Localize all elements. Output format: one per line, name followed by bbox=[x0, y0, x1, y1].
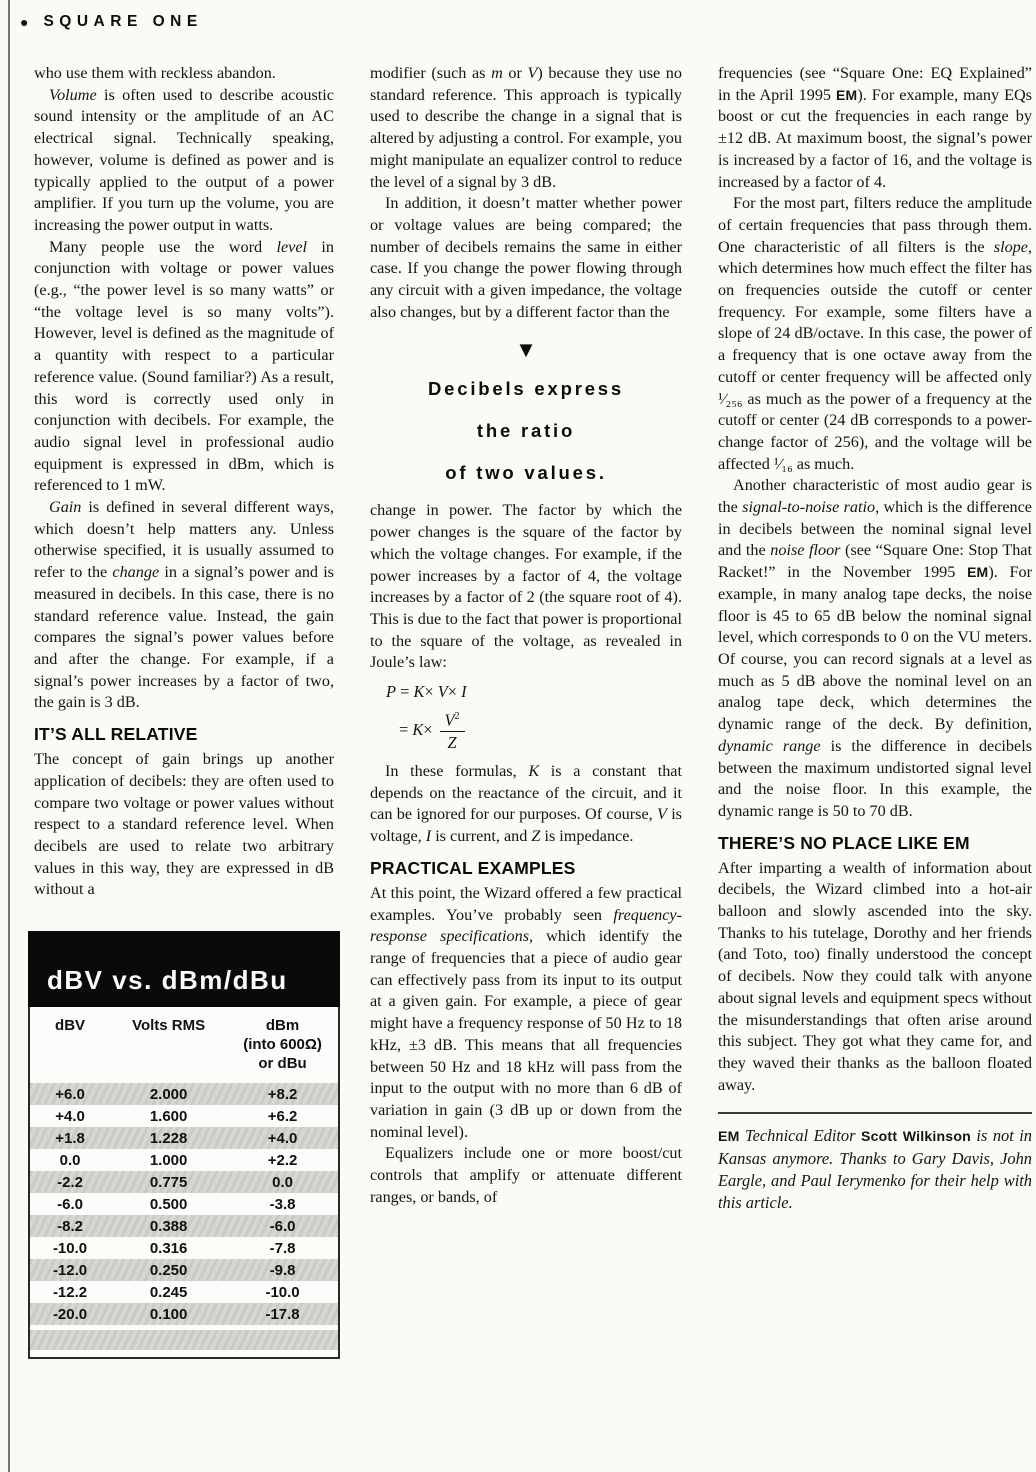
text-segment: In addition, it doesn’t matter whether power or voltage values are being compared; the number of decibels remains the same in either case. If you change the power flowing through any circuit with a given impedance, the voltage also changes, but by a different factor than the bbox=[370, 194, 682, 321]
paragraph bbox=[718, 193, 1032, 475]
table-row bbox=[30, 1259, 338, 1281]
text-segment: Z bbox=[531, 827, 541, 846]
down-triangle-icon: ▼ bbox=[515, 337, 537, 363]
text-segment: is often used to describe acoustic sound intensity or the amplitude of an AC electrical signal. Technically speaking, however, volume is defined as power and is typically applied to the output of a power amplifier. If you turn up the volume, you are increasing the power output in watts. bbox=[34, 85, 334, 234]
text-segment: is voltage, bbox=[370, 805, 682, 846]
text-segment: I bbox=[425, 827, 432, 846]
table-cell: 1.228 bbox=[149, 1129, 188, 1147]
table-cell: -8.2 bbox=[57, 1217, 83, 1235]
column-1 bbox=[34, 63, 334, 1359]
table-cell: -2.2 bbox=[57, 1173, 83, 1191]
column-3 bbox=[718, 63, 1032, 1359]
table-row bbox=[30, 1083, 338, 1105]
page-edge-line bbox=[8, 0, 10, 1472]
text-segment: The concept of gain brings up another application of decibels: they are often used to compare two voltage or power values without respect to a standard reference level. When decibels are used to relate two arbitrary values in this way, they are expressed in dB without a bbox=[34, 750, 334, 899]
text-segment: × bbox=[424, 682, 438, 702]
table-header-row bbox=[30, 1007, 338, 1083]
table-cell: -20.0 bbox=[52, 1305, 88, 1323]
table-cell: 0.100 bbox=[149, 1305, 188, 1323]
text-segment: change bbox=[112, 563, 160, 582]
text-segment: ) because they use no standard reference. This approach is typically used to describe the change in a signal that is altered by adjusting a control. For example, you might manipulate an equalizer control to reduce the level of a signal by 3 dB. bbox=[370, 64, 682, 191]
text-segment: is defined in several different ways, which doesn’t help matters any. Unless otherwise specified, it is usually assumed to refer to the bbox=[34, 498, 334, 582]
text-segment: K bbox=[413, 682, 425, 702]
text-segment: V bbox=[437, 682, 448, 702]
table-cell: -12.0 bbox=[52, 1261, 88, 1279]
table-row bbox=[30, 1193, 338, 1215]
pull-quote-line: Decibels express bbox=[428, 378, 624, 400]
text-segment: dynamic range bbox=[718, 736, 821, 755]
table-cell: 2.000 bbox=[149, 1085, 188, 1103]
text-segment: in conjunction with voltage or power values (e.g., “the power level is so many watts” or “the voltage level is so many volts”). However, level is defined as the magnitude of a quantity with respect to a particular reference value. (Sound familiar?) As a result, this word is correctly used only in conjunction with decibels. For example, the audio signal level in professional audio equipment is expressed in dBm, which is referenced to 1 mW. bbox=[34, 237, 334, 495]
text-segment: For the most part, filters reduce the amplitude of certain frequencies that pass through them. One characteristic of all filters is the bbox=[718, 194, 1032, 256]
paragraph bbox=[370, 883, 682, 1143]
fraction bbox=[440, 707, 465, 753]
column-2 bbox=[370, 63, 682, 1359]
table-header-cell: dBm (into 600Ω) or dBu bbox=[243, 1017, 322, 1073]
paragraph bbox=[370, 193, 682, 323]
text-segment: 2 bbox=[454, 710, 460, 722]
formula-line bbox=[386, 682, 682, 702]
text-segment: = bbox=[399, 720, 413, 740]
text-segment: is a constant that depends on the reactance of the circuit, and it can be ignored for our purposes. Of course, bbox=[370, 762, 682, 824]
table-cell: -6.0 bbox=[269, 1217, 296, 1235]
table-row bbox=[30, 1127, 338, 1149]
text-segment: frequencies (see “Square One: EQ Explained” in the April 1995 bbox=[718, 64, 1032, 104]
table-cell: 0.0 bbox=[59, 1151, 81, 1169]
text-segment: noise floor bbox=[770, 541, 841, 560]
fraction-numerator bbox=[440, 707, 465, 732]
table-cell: +6.2 bbox=[267, 1107, 298, 1125]
text-segment: Volume bbox=[49, 85, 97, 104]
table-header-cell: dBV bbox=[55, 1017, 86, 1035]
text-segment: Scott Wilkinson bbox=[860, 1128, 971, 1145]
text-segment: ). For example, in many analog tape decks, the noise floor is 45 to 65 dB below the nominal signal level, which corresponds to 0 on the VU meters. Of course, you can record signals at a level as much as 5 dB above the nominal level on an analog tape deck, which determines the dynamic range of the deck. By definition, bbox=[718, 563, 1032, 734]
paragraph bbox=[718, 63, 1032, 193]
author-bio bbox=[718, 1125, 1032, 1214]
table-row bbox=[30, 1303, 338, 1325]
text-segment: m bbox=[491, 64, 503, 82]
text-segment: = bbox=[396, 682, 414, 702]
text-segment: After imparting a wealth of information about decibels, the Wizard climbed into a hot-air balloon and slowly ascended into the sky. Thanks to his tutelage, Dorothy and her friends (and Toto, too) finally understood the concept of decibels. Now they could talk with anyone about signal levels and equipment specs without the misunderstandings that often arise around this subject. They got what they came for, and they waved their thanks as the balloon floated away. bbox=[718, 858, 1032, 1094]
text-segment: is not in Kansas anymore. Thanks to Gary Davis, John Eargle, and Paul Ierymenko for their help with this article. bbox=[718, 1126, 1032, 1212]
table-cell: -12.2 bbox=[52, 1283, 88, 1301]
table-row bbox=[30, 1215, 338, 1237]
text-segment: level bbox=[276, 237, 308, 256]
text-segment: K bbox=[412, 720, 424, 740]
section-heading-its-all-relative: IT’S ALL RELATIVE bbox=[34, 724, 198, 745]
text-segment: V bbox=[527, 64, 538, 82]
article-columns bbox=[34, 63, 1032, 1359]
text-segment: is the difference in decibels between the maximum undistorted signal level and the noise floor. In this example, the dynamic range is 50 to 70 dB. bbox=[718, 736, 1032, 820]
text-segment: × bbox=[423, 720, 433, 740]
text-segment: signal-to-noise ratio, bbox=[742, 498, 880, 517]
text-segment: in a signal’s power and is measured in decibels. In this case, there is no standard reference value. Instead, the gain compares the signal’s power values before and after the change. For example, if a signal’s power increases by a factor of two, the gain is 3 dB. bbox=[34, 563, 334, 712]
table-cell: 0.775 bbox=[149, 1173, 188, 1191]
paragraph bbox=[34, 237, 334, 497]
section-heading-no-place-like-em: THERE’S NO PLACE LIKE EM bbox=[718, 832, 970, 853]
table-row bbox=[30, 1149, 338, 1171]
text-segment: frequency-response specifications, bbox=[370, 905, 682, 946]
text-segment: V bbox=[444, 710, 455, 730]
table-cell: 0.316 bbox=[149, 1239, 188, 1257]
text-segment: V bbox=[657, 805, 667, 824]
section-heading-practical-examples: PRACTICAL EXAMPLES bbox=[370, 857, 576, 878]
table-cell: -9.8 bbox=[269, 1261, 296, 1279]
text-segment: which is the difference in decibels between the nominal signal level and the bbox=[718, 498, 1032, 560]
table-cell: -7.8 bbox=[269, 1239, 296, 1257]
bio-divider bbox=[718, 1112, 1032, 1114]
text-segment: change in power. The factor by which the power changes is the square of the factor by which the voltage changes. For example, if the power increases by a factor of 4, the voltage increases by a factor of 2 (the square root of 4). This is due to the fact that power is proportional to the square of the voltage, as revealed in Joule’s law: bbox=[370, 501, 682, 672]
table-cell: 1.000 bbox=[149, 1151, 188, 1169]
joules-law-formula bbox=[386, 682, 682, 753]
table-row bbox=[30, 1171, 338, 1193]
formula-line bbox=[399, 707, 682, 753]
bullet-icon: ● bbox=[20, 14, 29, 30]
text-segment: who use them with reckless abandon. bbox=[34, 64, 276, 82]
text-segment: slope, bbox=[993, 237, 1032, 256]
table-cell: +2.2 bbox=[267, 1151, 298, 1169]
text-segment: ). For example, many EQs boost or cut the frequencies in each range by ±12 dB. At maximum boost, the signal’s power is increased by a factor of 16, and the voltage is increased by a factor of 4. bbox=[718, 85, 1032, 191]
text-segment: or bbox=[502, 64, 528, 82]
table-cell: +6.0 bbox=[55, 1085, 85, 1103]
paragraph bbox=[34, 749, 334, 901]
table-cell: 0.500 bbox=[149, 1195, 188, 1213]
text-segment: At this point, the Wizard offered a few practical examples. You’ve probably seen bbox=[370, 883, 682, 924]
text-segment: In these formulas, bbox=[385, 762, 529, 781]
text-segment: Gain bbox=[49, 498, 82, 517]
section-kicker bbox=[20, 13, 203, 31]
table-title: dBV vs. dBm/dBu bbox=[28, 931, 340, 1007]
table-row bbox=[30, 1237, 338, 1259]
paragraph bbox=[718, 475, 1032, 822]
text-segment: EM bbox=[718, 1128, 740, 1145]
paragraph bbox=[370, 63, 682, 193]
text-segment: Many people use the word bbox=[49, 237, 277, 256]
text-segment: modifier (such as bbox=[370, 64, 492, 82]
paragraph bbox=[370, 761, 682, 848]
table-cell: 1.600 bbox=[149, 1107, 188, 1125]
text-segment: which identify the range of frequencies that a piece of audio gear can effectively pass from its input to its output at a given gain. For example, a piece of gear might have a frequency response of 50 Hz to 18 kHz, ±3 dB. This means that all frequencies between 50 Hz and 18 kHz will pass from the input to the output with no more than 6 dB of variation in gain (3 dB up or down from the nominal level). bbox=[370, 927, 683, 1141]
table-cell: -10.0 bbox=[52, 1239, 88, 1257]
text-segment: is current, and bbox=[431, 827, 532, 846]
text-segment: EM bbox=[836, 86, 858, 103]
text-segment: (see “Square One: Stop That Racket!” in the November 1995 bbox=[718, 541, 1032, 582]
text-segment: Technical Editor bbox=[739, 1126, 861, 1146]
dbv-table-body bbox=[30, 1083, 338, 1325]
text-segment: × bbox=[447, 682, 462, 702]
paragraph bbox=[34, 63, 334, 85]
table-cell: -17.8 bbox=[265, 1305, 300, 1323]
text-segment: Another characteristic of most audio gear is the bbox=[718, 476, 1032, 517]
table-cell: -6.0 bbox=[57, 1195, 83, 1213]
paragraph bbox=[370, 1143, 682, 1208]
paragraph bbox=[34, 85, 334, 237]
column-title: SQUARE ONE bbox=[43, 13, 203, 30]
text-segment: Equalizers include one or more boost/cut controls that amplify or attenuate different ranges, or bands, of bbox=[370, 1144, 682, 1206]
table-cell: 0.0 bbox=[272, 1173, 293, 1191]
table-cell: +1.8 bbox=[55, 1129, 85, 1147]
table-cell: 0.388 bbox=[149, 1217, 188, 1235]
pull-quote bbox=[370, 339, 682, 482]
paragraph bbox=[718, 858, 1032, 1097]
text-segment: K bbox=[528, 762, 540, 781]
text-segment: P bbox=[386, 682, 397, 702]
table-cell: 0.245 bbox=[149, 1283, 188, 1301]
table-row bbox=[30, 1281, 338, 1303]
paragraph bbox=[34, 497, 334, 714]
table-cell: 0.250 bbox=[149, 1261, 188, 1279]
table-footer-strip bbox=[30, 1330, 338, 1350]
dbv-conversion-table bbox=[28, 931, 340, 1359]
paragraph bbox=[370, 500, 682, 674]
table-cell: -3.8 bbox=[269, 1195, 296, 1213]
text-segment: EM bbox=[967, 564, 989, 581]
fraction-denominator bbox=[440, 732, 465, 753]
table-box bbox=[28, 1007, 340, 1359]
table-cell: -10.0 bbox=[265, 1283, 300, 1301]
table-cell: +4.0 bbox=[55, 1107, 85, 1125]
pull-quote-line: of two values. bbox=[445, 462, 607, 484]
formula-lhs bbox=[399, 720, 433, 740]
text-segment: Z bbox=[447, 733, 457, 753]
table-cell: +8.2 bbox=[267, 1085, 298, 1103]
text-segment: I bbox=[461, 682, 467, 702]
pull-quote-line: the ratio bbox=[476, 420, 576, 442]
table-cell: +4.0 bbox=[267, 1129, 298, 1147]
table-row bbox=[30, 1105, 338, 1127]
text-segment: is impedance. bbox=[540, 827, 634, 846]
table-header-cell: Volts RMS bbox=[132, 1017, 206, 1035]
text-segment: which determines how much effect the filter has on frequencies outside the cutoff or center frequency. For example, some filters have a slope of 24 dB/octave. In this case, the power of a frequency that is one octave away from the cutoff or center frequency will be affected only ¹⁄₂₅₆ as much as the power of a frequency at the cutoff or center (24 dB corresponds to a power-change factor of 256), and the voltage will be affected ¹⁄₁₆ as much. bbox=[718, 259, 1032, 473]
